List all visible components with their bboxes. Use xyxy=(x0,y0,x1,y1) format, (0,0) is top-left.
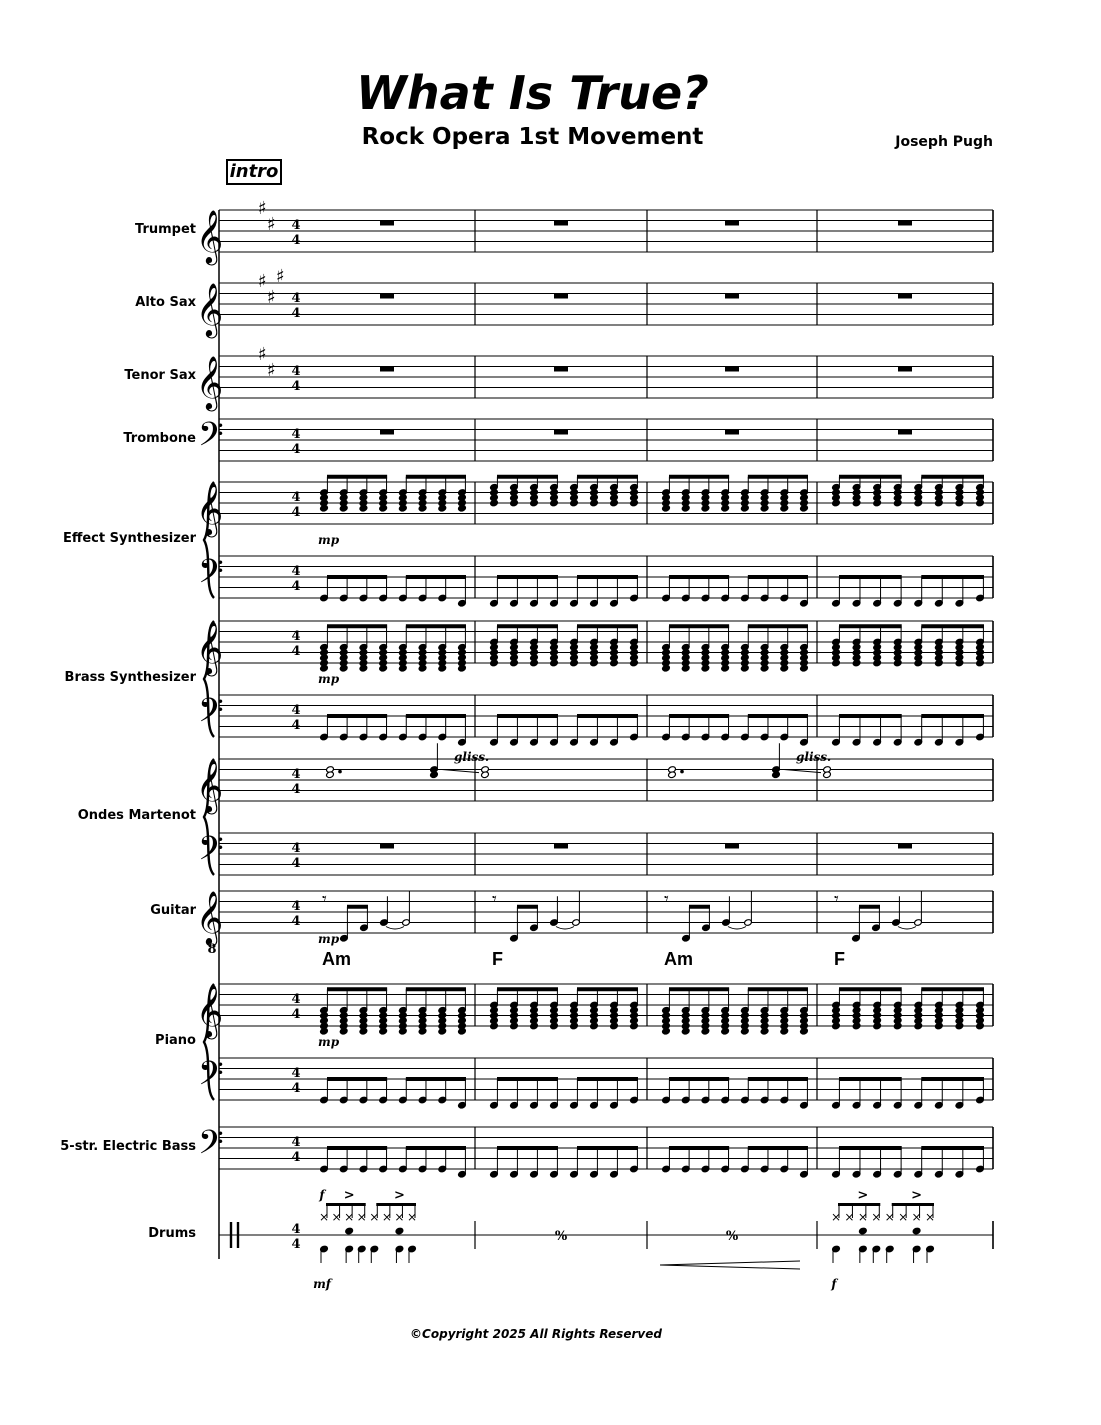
tie xyxy=(386,927,404,930)
beam xyxy=(838,1203,880,1206)
beam xyxy=(327,624,387,628)
beam xyxy=(577,1146,638,1150)
chord-symbol: Am xyxy=(664,949,694,969)
time-signature-bottom: 4 xyxy=(291,1237,301,1252)
accent: > xyxy=(911,1188,923,1203)
piece-subtitle: Rock Opera 1st Movement xyxy=(361,124,704,150)
hihat-note: × xyxy=(344,1210,355,1224)
eighth-rest: 𝄾 xyxy=(834,889,839,910)
treble-clef: 𝄞 xyxy=(196,620,224,674)
beam xyxy=(577,575,638,579)
gliss-label: gliss. xyxy=(454,750,490,764)
bass-clef: 𝄢 xyxy=(198,830,224,876)
time-signature-top: 4 xyxy=(291,992,301,1007)
key-sharp: ♯ xyxy=(267,286,276,308)
beam xyxy=(577,1077,638,1081)
time-signature-bottom: 4 xyxy=(291,505,301,520)
beam xyxy=(748,575,808,579)
beam xyxy=(921,1146,984,1150)
treble-clef: 𝄞 xyxy=(196,481,224,535)
beam xyxy=(327,1077,387,1081)
instrument-name: Ondes Martenot xyxy=(77,808,196,823)
instrument-name: Guitar xyxy=(150,903,196,918)
hihat-note: × xyxy=(857,1210,868,1224)
treble-clef: 𝄞 xyxy=(196,209,224,263)
rehearsal-mark: intro xyxy=(226,159,282,185)
instrument-name: Brass Synthesizer xyxy=(64,670,196,685)
beam xyxy=(839,1077,902,1081)
hihat-note: × xyxy=(406,1210,418,1224)
whole-rest xyxy=(380,294,394,299)
beam xyxy=(327,475,387,479)
key-sharp: ♯ xyxy=(276,265,285,287)
key-sharp: ♯ xyxy=(258,198,267,219)
key-sharp: ♯ xyxy=(258,271,267,292)
augmentation-dot xyxy=(680,770,684,774)
time-signature-top: 4 xyxy=(291,899,301,914)
whole-rest xyxy=(898,294,912,299)
hihat-note: × xyxy=(924,1210,936,1224)
treble-clef: 𝄞 xyxy=(196,758,224,812)
time-signature-bottom: 4 xyxy=(291,442,301,457)
hihat-note: × xyxy=(898,1210,909,1224)
beam xyxy=(327,575,387,579)
instrument-name: Effect Synthesizer xyxy=(62,531,196,546)
beam xyxy=(669,624,729,628)
dynamic-f: f xyxy=(319,1188,325,1202)
instrument-name: Drums xyxy=(148,1226,196,1241)
beam xyxy=(748,714,808,718)
beam xyxy=(748,1077,808,1081)
eighth-rest: 𝄾 xyxy=(322,889,327,910)
time-signature-top: 4 xyxy=(291,364,301,379)
beam xyxy=(748,1146,808,1150)
hihat-note: × xyxy=(844,1210,855,1224)
chord-symbol: Am xyxy=(322,949,352,969)
dynamic-mp: mp xyxy=(318,932,340,946)
time-signature-top: 4 xyxy=(291,841,301,856)
whole-rest xyxy=(725,430,739,435)
beam xyxy=(689,905,710,909)
beam xyxy=(406,987,466,991)
time-signature-top: 4 xyxy=(291,291,301,306)
dynamic-mp: mp xyxy=(318,533,340,547)
time-signature-bottom: 4 xyxy=(291,1150,301,1165)
hihat-note: × xyxy=(318,1210,330,1224)
beam xyxy=(921,624,984,628)
beam xyxy=(327,1146,387,1150)
time-signature-top: 4 xyxy=(291,218,301,233)
crescendo-hairpin xyxy=(660,1261,800,1269)
octave-mark: 8 xyxy=(207,942,217,957)
piece-title: What Is True? xyxy=(356,66,709,120)
tie xyxy=(728,927,746,930)
time-signature-bottom: 4 xyxy=(291,233,301,248)
treble-clef: 𝄞 xyxy=(196,355,224,409)
beam xyxy=(669,575,729,579)
composer-name: Joseph Pugh xyxy=(895,134,993,150)
whole-rest xyxy=(725,367,739,372)
beam xyxy=(921,714,984,718)
beam xyxy=(839,1146,902,1150)
time-signature-bottom: 4 xyxy=(291,782,301,797)
augmentation-dot xyxy=(338,770,342,774)
snare-note xyxy=(395,1227,404,1235)
beam xyxy=(376,1203,416,1206)
eighth-rest: 𝄾 xyxy=(664,889,669,910)
time-signature-bottom: 4 xyxy=(291,718,301,733)
measure-repeat: % xyxy=(554,1229,568,1244)
treble-clef: 𝄞 xyxy=(196,890,224,944)
dynamic-mp: mp xyxy=(318,672,340,686)
beam xyxy=(669,1146,729,1150)
accent: > xyxy=(393,1188,405,1203)
beam xyxy=(859,905,880,909)
beam xyxy=(669,987,729,991)
time-signature-top: 4 xyxy=(291,564,301,579)
beam xyxy=(748,475,808,479)
beam xyxy=(748,987,808,991)
beam xyxy=(497,714,558,718)
beam xyxy=(577,624,638,628)
whole-rest xyxy=(554,294,568,299)
key-sharp: ♯ xyxy=(258,344,267,365)
whole-rest xyxy=(898,430,912,435)
whole-rest xyxy=(554,367,568,372)
beam xyxy=(327,714,387,718)
time-signature-bottom: 4 xyxy=(291,379,301,394)
beam xyxy=(406,624,466,628)
beam xyxy=(669,1077,729,1081)
bass-clef: 𝄢 xyxy=(198,1124,224,1170)
instrument-name: Tenor Sax xyxy=(124,368,196,383)
beam xyxy=(921,575,984,579)
whole-rest xyxy=(725,294,739,299)
time-signature-bottom: 4 xyxy=(291,579,301,594)
whole-rest xyxy=(380,844,394,849)
time-signature-bottom: 4 xyxy=(291,914,301,929)
whole-rest xyxy=(380,430,394,435)
beam xyxy=(669,475,729,479)
time-signature-bottom: 4 xyxy=(291,306,301,321)
beam xyxy=(839,987,902,991)
beam xyxy=(577,714,638,718)
instrument-name: Alto Sax xyxy=(135,295,196,310)
tie xyxy=(898,927,916,930)
snare-note xyxy=(859,1227,868,1235)
hihat-note: × xyxy=(331,1210,342,1224)
whole-rest xyxy=(554,430,568,435)
whole-rest xyxy=(898,844,912,849)
beam xyxy=(497,1077,558,1081)
bass-clef: 𝄢 xyxy=(198,1055,224,1101)
time-signature-bottom: 4 xyxy=(291,856,301,871)
bass-clef: 𝄢 xyxy=(198,553,224,599)
hihat-note: × xyxy=(381,1210,392,1224)
whole-rest xyxy=(554,221,568,226)
hihat-note: × xyxy=(830,1210,842,1224)
instrument-name: Trombone xyxy=(123,431,196,446)
time-signature-top: 4 xyxy=(291,1066,301,1081)
beam xyxy=(497,575,558,579)
beam xyxy=(921,987,984,991)
instrument-name: Trumpet xyxy=(135,222,196,237)
beam xyxy=(517,905,538,909)
hihat-note: × xyxy=(871,1210,882,1224)
whole-rest xyxy=(725,221,739,226)
instrument-name: Piano xyxy=(155,1033,196,1048)
whole-rest xyxy=(898,221,912,226)
hihat-note: × xyxy=(356,1210,367,1224)
beam xyxy=(347,905,368,909)
time-signature-top: 4 xyxy=(291,629,301,644)
time-signature-bottom: 4 xyxy=(291,1007,301,1022)
time-signature-top: 4 xyxy=(291,767,301,782)
beam xyxy=(839,624,902,628)
dynamic-mp: mp xyxy=(318,1035,340,1049)
key-sharp: ♯ xyxy=(267,213,276,235)
beam xyxy=(326,1203,366,1206)
time-signature-top: 4 xyxy=(291,1222,301,1237)
accent: > xyxy=(343,1188,355,1203)
beam xyxy=(839,475,902,479)
beam xyxy=(839,714,902,718)
snare-note xyxy=(912,1227,921,1235)
time-signature-bottom: 4 xyxy=(291,1081,301,1096)
hihat-note: × xyxy=(911,1210,922,1224)
beam xyxy=(921,1077,984,1081)
beam xyxy=(892,1203,934,1206)
beam xyxy=(406,1077,466,1081)
copyright-notice: ©Copyright 2025 All Rights Reserved xyxy=(410,1327,662,1341)
accent: > xyxy=(857,1188,869,1203)
beam xyxy=(497,1146,558,1150)
time-signature-top: 4 xyxy=(291,1135,301,1150)
beam xyxy=(497,624,558,628)
beam xyxy=(327,987,387,991)
measure-repeat: % xyxy=(725,1229,739,1244)
time-signature-top: 4 xyxy=(291,490,301,505)
whole-rest xyxy=(380,367,394,372)
whole-rest xyxy=(554,844,568,849)
whole-rest xyxy=(725,844,739,849)
dynamic-mf: mf xyxy=(313,1277,331,1291)
bass-clef: 𝄢 xyxy=(198,692,224,738)
whole-rest xyxy=(898,367,912,372)
beam xyxy=(577,475,638,479)
hihat-note: × xyxy=(369,1210,380,1224)
beam xyxy=(839,575,902,579)
hihat-note: × xyxy=(394,1210,405,1224)
beam xyxy=(497,475,558,479)
beam xyxy=(406,1146,466,1150)
dynamic-f: f xyxy=(831,1277,837,1291)
whole-rest xyxy=(380,221,394,226)
beam xyxy=(406,575,466,579)
beam xyxy=(406,714,466,718)
beam xyxy=(406,475,466,479)
time-signature-bottom: 4 xyxy=(291,644,301,659)
tie xyxy=(556,927,574,930)
beam xyxy=(577,987,638,991)
eighth-rest: 𝄾 xyxy=(492,889,497,910)
beam xyxy=(497,987,558,991)
hihat-note: × xyxy=(884,1210,895,1224)
treble-clef: 𝄞 xyxy=(196,983,224,1037)
bass-clef: 𝄢 xyxy=(198,416,224,462)
instrument-name: 5-str. Electric Bass xyxy=(60,1139,196,1154)
beam xyxy=(669,714,729,718)
key-sharp: ♯ xyxy=(267,359,276,381)
beam xyxy=(921,475,984,479)
time-signature-top: 4 xyxy=(291,427,301,442)
gliss-label: gliss. xyxy=(796,750,832,764)
time-signature-top: 4 xyxy=(291,703,301,718)
snare-note xyxy=(345,1227,354,1235)
treble-clef: 𝄞 xyxy=(196,282,224,336)
beam xyxy=(748,624,808,628)
chord-symbol: F xyxy=(492,949,503,969)
chord-symbol: F xyxy=(834,949,845,969)
